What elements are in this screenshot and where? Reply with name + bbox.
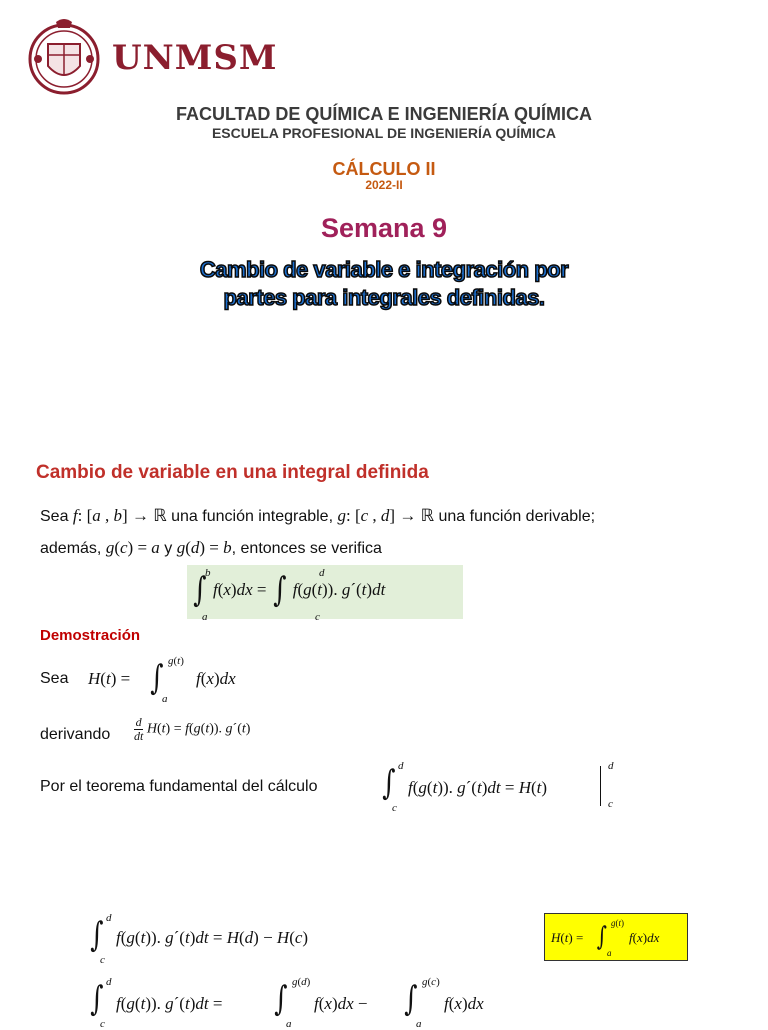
derivative-formula: $\frac{d}{dt}$ H(t) = f(g(t)). g´(t): [134, 715, 251, 743]
week-title: Semana 9: [320, 213, 448, 243]
sea-text: Sea: [40, 508, 69, 525]
entonces-text: , entonces se verifica: [231, 540, 382, 557]
term-label: 2022-II: [365, 178, 403, 192]
ademas-text: además,: [40, 540, 102, 557]
f-symbol: f: [72, 506, 78, 525]
demo-heading: Demostración: [40, 627, 141, 644]
derivando-label: derivando: [40, 726, 111, 743]
h-definition-box: H(t) = ∫ g(t) a f(x)dx: [544, 913, 688, 961]
theorem-formula-box: ∫ b a f(x)dx = ∫ d c f(g(t)). g´(t)dt: [187, 565, 463, 619]
result-formula-1: ∫ d c f(g(t)). g´(t)dt = H(d) − H(c): [90, 912, 309, 966]
y-text: y: [164, 540, 173, 557]
topic-line-2: partes para integrales definidas.: [223, 285, 545, 310]
teorema-label: Por el teorema fundamental del cálculo: [40, 778, 318, 795]
ftc-formula: ∫ d c f(g(t)). g´(t)dt = H(t) d c: [382, 760, 614, 814]
integrable-text: una función integrable,: [171, 508, 334, 525]
g-symbol: g: [337, 506, 346, 525]
section-heading: Cambio de variable en una integral definida: [36, 462, 429, 483]
statement-line-1: Sea f: [a , b] → ℝ una función integrable, g: [c , d] → ℝ una función derivable;: [40, 506, 596, 525]
faculty-title: FACULTAD DE QUÍMICA E INGENIERÍA QUÍMICA: [176, 104, 592, 124]
result-formula-2: ∫ d c f(g(t)). g´(t)dt = ∫ g(d) a f(x)dx − ∫ g(c) a f(x)dx: [90, 976, 484, 1030]
sea-label: Sea: [40, 670, 69, 687]
h-definition-formula: H(t) = ∫ g(t) a f(x)dx: [88, 655, 236, 705]
course-title: CÁLCULO II: [332, 159, 436, 179]
derivable-text: una función derivable;: [438, 508, 596, 525]
statement-line-2: además, g(c) = a y g(d) = b, entonces se verifica: [40, 538, 382, 557]
topic-line-1: Cambio de variable e integración por: [199, 257, 569, 282]
topic-title: [0, 256, 768, 312]
university-seal-icon: [26, 14, 102, 100]
logo-text: UNMSM: [112, 38, 278, 78]
school-title: ESCUELA PROFESIONAL DE INGENIERÍA QUÍMICA: [211, 125, 557, 141]
